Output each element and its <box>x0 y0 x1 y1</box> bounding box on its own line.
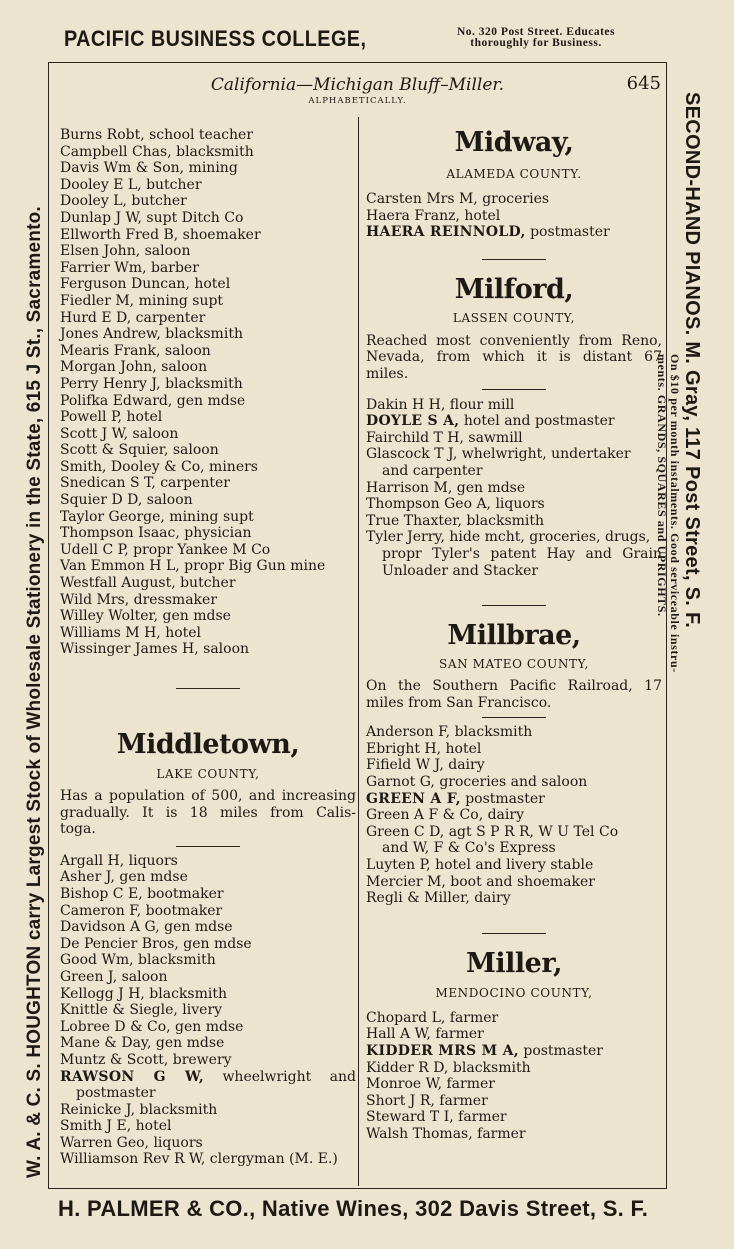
directory-entry: Regli & Miller, dairy <box>366 890 511 907</box>
entry-continuation: postmaster <box>76 1085 156 1102</box>
directory-entry: Elsen John, saloon <box>60 243 191 260</box>
directory-entry: Morgan John, saloon <box>60 359 208 376</box>
directory-entry: Luyten P, hotel and livery stable <box>366 857 594 874</box>
town-heading-miller: Miller, <box>466 947 562 979</box>
directory-entry: Kidder R D, blacksmith <box>366 1059 531 1076</box>
directory-entry: Good Wm, blacksmith <box>60 952 216 969</box>
top-ad-main: PACIFIC BUSINESS COLLEGE, <box>64 26 367 51</box>
directory-entry: De Pencier Bros, gen mdse <box>60 935 252 952</box>
directory-entry: Taylor George, mining supt <box>60 508 254 525</box>
directory-entry: Mane & Day, gen mdse <box>60 1035 225 1052</box>
miller-entries <box>366 1060 662 1143</box>
county-label-miller: MENDOCINO COUNTY, <box>435 985 593 1000</box>
directory-entry: Williamson Rev R W, clergyman (M. E.) <box>60 1151 338 1168</box>
left-advertisement: W. A. & C. S. HOUGHTON carry Largest Stock of Wholesale Stationery in the State, 615 J St., Sacramento. <box>24 206 45 1178</box>
directory-entry: Muntz & Scott, brewery <box>60 1051 232 1068</box>
top-ad-detail-line-1: No. 320 Post Street. Educates <box>456 26 616 38</box>
directory-entry: Davis Wm & Son, mining <box>60 160 238 177</box>
directory-entry: Wild Mrs, dressmaker <box>60 591 218 608</box>
county-label-milford: LASSEN COUNTY, <box>452 310 576 325</box>
postmaster-detail: postmaster <box>523 1043 603 1059</box>
directory-entry: Farrier Wm, barber <box>60 259 199 276</box>
directory-entry: Garnot G, groceries and saloon <box>366 774 588 791</box>
directory-entry: Ebright H, hotel <box>366 740 482 757</box>
directory-entry: Jones Andrew, blacksmith <box>60 326 243 343</box>
directory-entry: Green A F & Co, dairy <box>366 807 524 824</box>
directory-entry: Polifka Edward, gen mdse <box>60 392 246 409</box>
directory-entry: Squier D D, saloon <box>60 492 193 509</box>
millbrae-entries <box>366 807 662 824</box>
directory-entry: Monroe W, farmer <box>366 1076 495 1093</box>
top-advertisement <box>64 24 674 58</box>
directory-entry: Smith J E, hotel <box>60 1118 172 1135</box>
top-ad-detail <box>391 27 681 49</box>
directory-entry: Mercier M, boot and shoemaker <box>366 873 595 890</box>
directory-entry: Scott & Squier, saloon <box>60 442 219 459</box>
directory-entry: Haera Franz, hotel <box>366 207 501 224</box>
running-head: California—Michigan Bluff–Miller. <box>210 75 505 95</box>
directory-entry: Carsten Mrs M, groceries <box>366 191 550 207</box>
directory-entry: Green C D, agt S P R R, W U Tel Co <box>366 823 619 840</box>
entry-continuation: Unloader and Stacker <box>382 562 539 579</box>
directory-entry: Argall H, liquors <box>60 852 178 869</box>
directory-entry: Tyler Jerry, hide mcht, groceries, drugs, <box>366 529 651 546</box>
directory-entry: Davidson A G, gen mdse <box>60 919 233 936</box>
directory-entry: Williams M H, hotel <box>60 624 202 641</box>
directory-entry: Powell P, hotel <box>60 409 163 426</box>
directory-entry: Reinicke J, blacksmith <box>60 1101 218 1118</box>
directory-entry: Campbell Chas, blacksmith <box>60 143 254 160</box>
directory-entry: Walsh Thomas, farmer <box>366 1125 526 1142</box>
town-description: gradually. It is 18 miles from Calis- <box>60 804 356 821</box>
county-label-midway: ALAMEDA COUNTY. <box>446 167 582 181</box>
town-description: Reached most conveniently from Reno, <box>366 332 662 349</box>
michigan-bluff-entries <box>60 127 356 658</box>
town-description: toga. <box>60 821 96 838</box>
page-frame <box>48 62 667 1189</box>
directory-entry: Lobree D & Co, gen mdse <box>60 1018 244 1035</box>
directory-entry: Mearis Frank, saloon <box>60 342 211 359</box>
right-column <box>366 127 662 1143</box>
postmaster-detail: postmaster <box>465 790 545 807</box>
town-description: miles from San Francisco. <box>366 694 552 711</box>
entry-continuation: and carpenter <box>382 462 483 479</box>
directory-entry: Wissinger James H, saloon <box>60 641 250 658</box>
directory-entry: Glascock T J, whelwright, undertaker <box>366 446 631 463</box>
directory-entry: Scott J W, saloon <box>60 425 179 442</box>
directory-entry: Perry Henry J, blacksmith <box>60 375 243 392</box>
directory-entry: Snedican S T, carpenter <box>60 475 230 492</box>
postmaster-name: KIDDER MRS M A, <box>366 1043 519 1059</box>
directory-entry: Harrison M, gen mdse <box>366 479 526 496</box>
middletown-entries <box>60 1102 356 1168</box>
page-number: 645 <box>626 73 661 94</box>
directory-entry: Bishop C E, bootmaker <box>60 885 224 902</box>
milford-entries <box>366 430 662 447</box>
millbrae-entries <box>366 857 662 907</box>
postmaster-entry <box>366 1043 662 1060</box>
county-label-millbrae: SAN MATEO COUNTY, <box>439 657 589 672</box>
postmaster-detail: hotel and postmaster <box>463 413 615 430</box>
town-description: Has a population of 500, and increasing <box>60 788 356 804</box>
town-heading-millbrae: Millbrae, <box>447 620 581 652</box>
directory-entry: Smith, Dooley & Co, miners <box>60 458 258 475</box>
postmaster-name: HAERA REINNOLD, <box>366 224 526 241</box>
directory-entry: Chopard L, farmer <box>366 1009 499 1026</box>
directory-entry: Burns Robt, school teacher <box>60 127 254 143</box>
directory-entry: True Thaxter, blacksmith <box>366 512 545 529</box>
town-description: miles. <box>366 365 409 382</box>
directory-entry: Van Emmon H L, propr Big Gun mine <box>60 558 326 575</box>
postmaster-detail: wheelwright and <box>222 1068 356 1085</box>
directory-entry: Thompson Geo A, liquors <box>366 496 545 513</box>
directory-entry: Asher J, gen mdse <box>60 869 188 886</box>
miller-entries <box>366 1010 662 1043</box>
entry-continuation: and W, F & Co's Express <box>382 840 556 857</box>
postmaster-entry <box>366 791 662 808</box>
town-heading-midway: Midway, <box>454 127 574 158</box>
right-advertisement <box>655 92 703 1172</box>
entry-continuation: propr Tyler's patent Hay and Grain <box>382 545 662 562</box>
directory-entry: Willey Wolter, gen mdse <box>60 608 231 625</box>
directory-entry: Dooley E L, butcher <box>60 176 202 193</box>
postmaster-detail: postmaster <box>530 224 610 241</box>
bottom-advertisement: H. PALMER & CO., Native Wines, 302 Davis Street, S. F. <box>58 1196 649 1221</box>
column-divider <box>358 117 360 1186</box>
directory-entry: Fifield W J, dairy <box>366 757 485 774</box>
midway-entries <box>366 191 662 224</box>
top-ad-detail-line-2: thoroughly for Business. <box>470 37 602 49</box>
county-label-middletown: LAKE COUNTY, <box>156 767 260 781</box>
postmaster-name: GREEN A F, <box>366 790 461 807</box>
directory-entry: Steward T I, farmer <box>366 1109 507 1126</box>
town-description: On the Southern Pacific Railroad, 17 <box>366 678 662 695</box>
running-subhead: ALPHABETICALLY. <box>308 96 407 106</box>
town-heading-milford: Milford, <box>454 273 574 305</box>
directory-entry: Hurd E D, carpenter <box>60 309 206 326</box>
directory-entry: Green J, saloon <box>60 968 168 985</box>
milford-entries <box>366 480 662 530</box>
directory-entry: Dakin H H, flour mill <box>366 396 515 413</box>
right-ad-main: SECOND-HAND PIANOS. M. Gray, 117 Post Street, S. F. <box>681 92 703 629</box>
directory-entry: Dooley L, butcher <box>60 193 187 210</box>
middletown-entries <box>60 853 356 1069</box>
directory-entry: Anderson F, blacksmith <box>366 724 533 741</box>
postmaster-entry <box>60 1069 356 1086</box>
directory-entry: Fiedler M, mining supt <box>60 292 224 309</box>
directory-entry: Thompson Isaac, physician <box>60 525 252 542</box>
postmaster-name: DOYLE S A, <box>366 413 460 430</box>
directory-entry: Cameron F, bootmaker <box>60 902 223 919</box>
right-ad-detail-2: ments. GRANDS, SQUARES and UPRIGHTS. <box>655 354 669 617</box>
directory-entry: Warren Geo, liquors <box>60 1134 203 1151</box>
right-ad-detail-1: On $10 per month instalments. Good serviceable instru- <box>668 354 682 673</box>
directory-entry: Udell C P, propr Yankee M Co <box>60 541 271 558</box>
directory-entry: Kellogg J H, blacksmith <box>60 985 227 1002</box>
directory-entry: Hall A W, farmer <box>366 1026 484 1043</box>
postmaster-entry <box>366 413 662 430</box>
postmaster-name: RAWSON G W, <box>60 1068 204 1085</box>
town-heading-middletown: Middletown, <box>116 729 300 760</box>
postmaster-entry <box>366 224 662 241</box>
town-description: Nevada, from which it is distant 67 <box>366 349 662 366</box>
directory-entry: Fairchild T H, sawmill <box>366 429 523 446</box>
directory-entry: Dunlap J W, supt Ditch Co <box>60 209 244 226</box>
directory-entry: Westfall August, butcher <box>60 575 236 592</box>
millbrae-entries <box>366 724 662 790</box>
directory-entry: Ellworth Fred B, shoemaker <box>60 226 261 243</box>
left-column <box>60 127 356 1168</box>
directory-entry: Short J R, farmer <box>366 1092 488 1109</box>
directory-entry: Ferguson Duncan, hotel <box>60 276 231 293</box>
directory-entry: Knittle & Siegle, livery <box>60 1002 223 1019</box>
